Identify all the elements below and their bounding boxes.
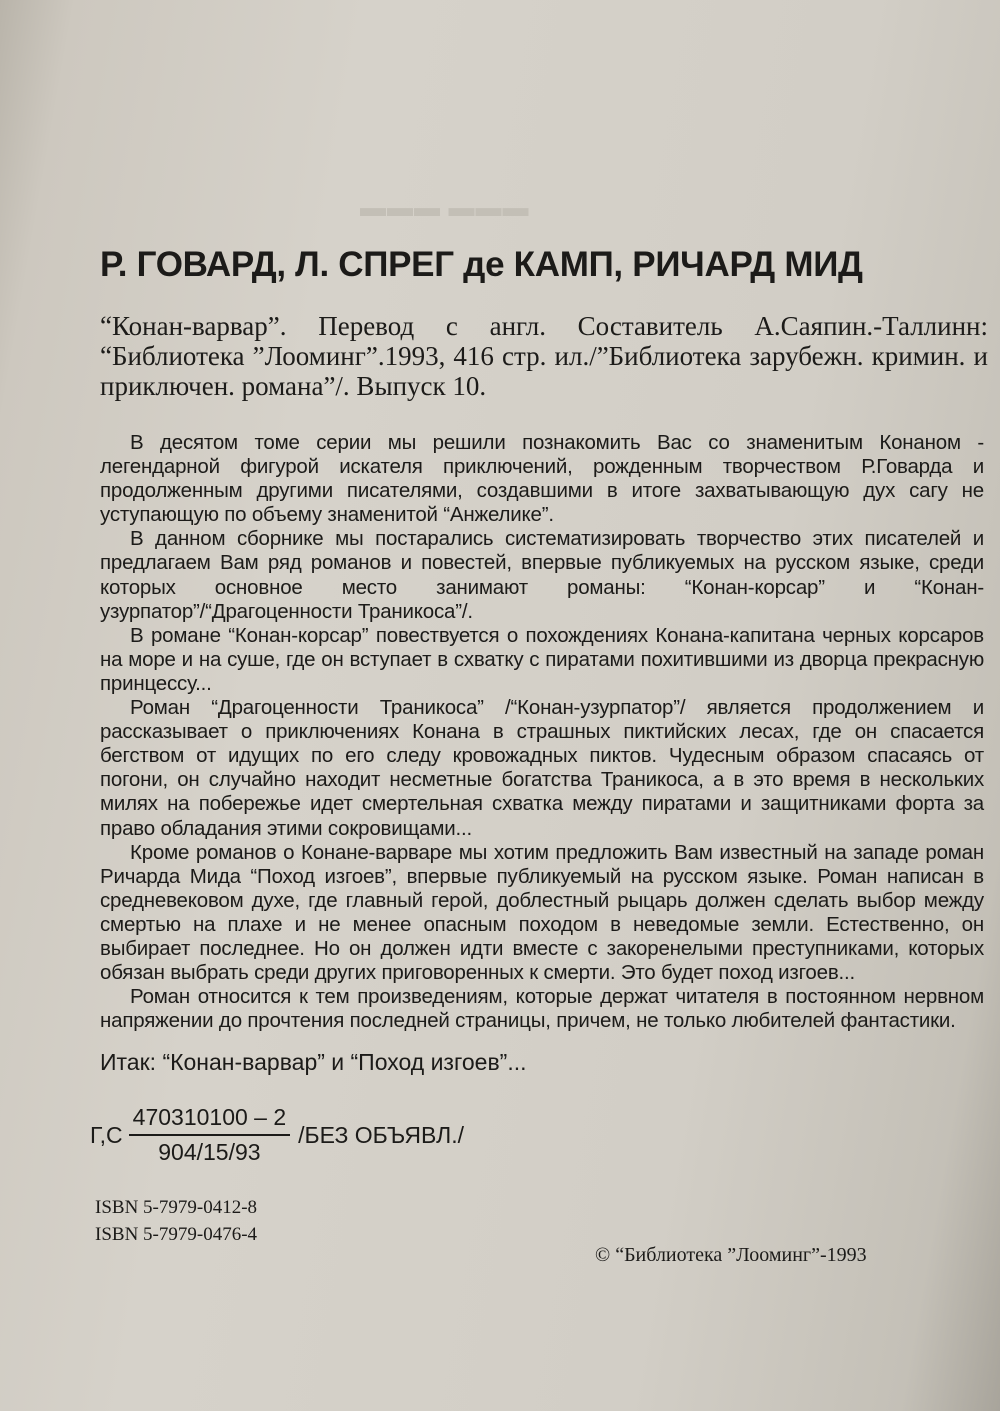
annotation-paragraph: В данном сборнике мы постарались систематизировать творчество этих писателей и предлагаем Вам ряд романов и повестей, впервые публикуемых на русском языке, среди которых основное место занимают романы: “Конан-корсар” и “Конан-узурпатор”/“Драгоценности Траникоса”/. — [100, 527, 984, 623]
index-code — [90, 1100, 464, 1170]
isbn-line: ISBN 5-7979-0412-8 — [95, 1197, 258, 1218]
index-code-denominator: 904/15/93 — [158, 1139, 261, 1165]
bleed-through-text: ▬▬▬ ▬▬▬ — [360, 193, 530, 222]
annotation — [100, 431, 984, 1033]
isbn-line: ISBN 5-7979-0476-4 — [95, 1224, 258, 1245]
annotation-paragraph: В десятом томе серии мы решили познакомить Вас со знаменитым Конаном - легендарной фигурой искателя приключений, рожденным творчеством Р.Говарда и продолженным другими писателями, создавшими в итоге захватывающую дух сагу не уступающую по объему знаменитой “Анжелике”. — [100, 431, 984, 527]
authors-heading: Р. ГОВАРД, Л. СПРЕГ де КАМП, РИЧАРД МИД — [100, 245, 863, 284]
conclusion-line: Итак: “Конан-варвар” и “Поход изгоев”... — [100, 1049, 527, 1075]
annotation-paragraph: Роман “Драгоценности Траникоса” /“Конан-узурпатор”/ является продолжением и рассказывает о приключениях Конана в страшных пиктийских лесах, где он спасается бегством от идущих по его следу кровожадных пиктов. Чудесным образом спасаясь от погони, он случайно находит несметные богатства Траникоса, а в это время в нескольких милях на побережье идет смертельная схватка между пиратами и защитниками форта за право обладания этими сокровищами... — [100, 696, 984, 840]
index-code-numerator: 470310100 – 2 — [129, 1104, 291, 1136]
index-code-suffix: /БЕЗ ОБЪЯВЛ./ — [298, 1121, 464, 1148]
annotation-paragraph: В романе “Конан-корсар” повествуется о похождениях Конана-капитана черных корсаров на море и на суше, где он вступает в схватку с пиратами похитившими из дворца прекрасную принцессу... — [100, 623, 984, 695]
copyright-notice: © “Библиотека ”Лооминг”-1993 — [595, 1244, 867, 1266]
index-code-fraction — [129, 1104, 291, 1166]
bibliographic-entry: “Конан-варвар”. Перевод с англ. Составитель А.Саяпин.-Таллинн: “Библиотека ”Лооминг”.1993, 416 стр. ил./”Библиотека зарубежн. кримин. и приключен. романа”/. Выпуск 10. — [100, 311, 988, 401]
annotation-paragraph: Кроме романов о Конане-варваре мы хотим предложить Вам известный на западе роман Ричарда Мида “Поход изгоев”, впервые публикуемый на русском языке. Роман написан в средневековом духе, где главный герой, доблестный рыцарь должен сделать выбор между смертью на плахе и не менее опасным походом в неведомые земли. Естественно, он выбирает последнее. Но он должен идти вместе с закоренелыми преступниками, которых обязан выбрать среди других приговоренных к смерти. Это будет поход изгоев... — [100, 840, 984, 985]
index-code-prefix: Г,С — [90, 1121, 123, 1148]
annotation-paragraph: Роман относится к тем произведениям, которые держат читателя в постоянном нервном напряжении до прочтения последней страницы, причем, не только любителей фантастики. — [100, 985, 984, 1033]
